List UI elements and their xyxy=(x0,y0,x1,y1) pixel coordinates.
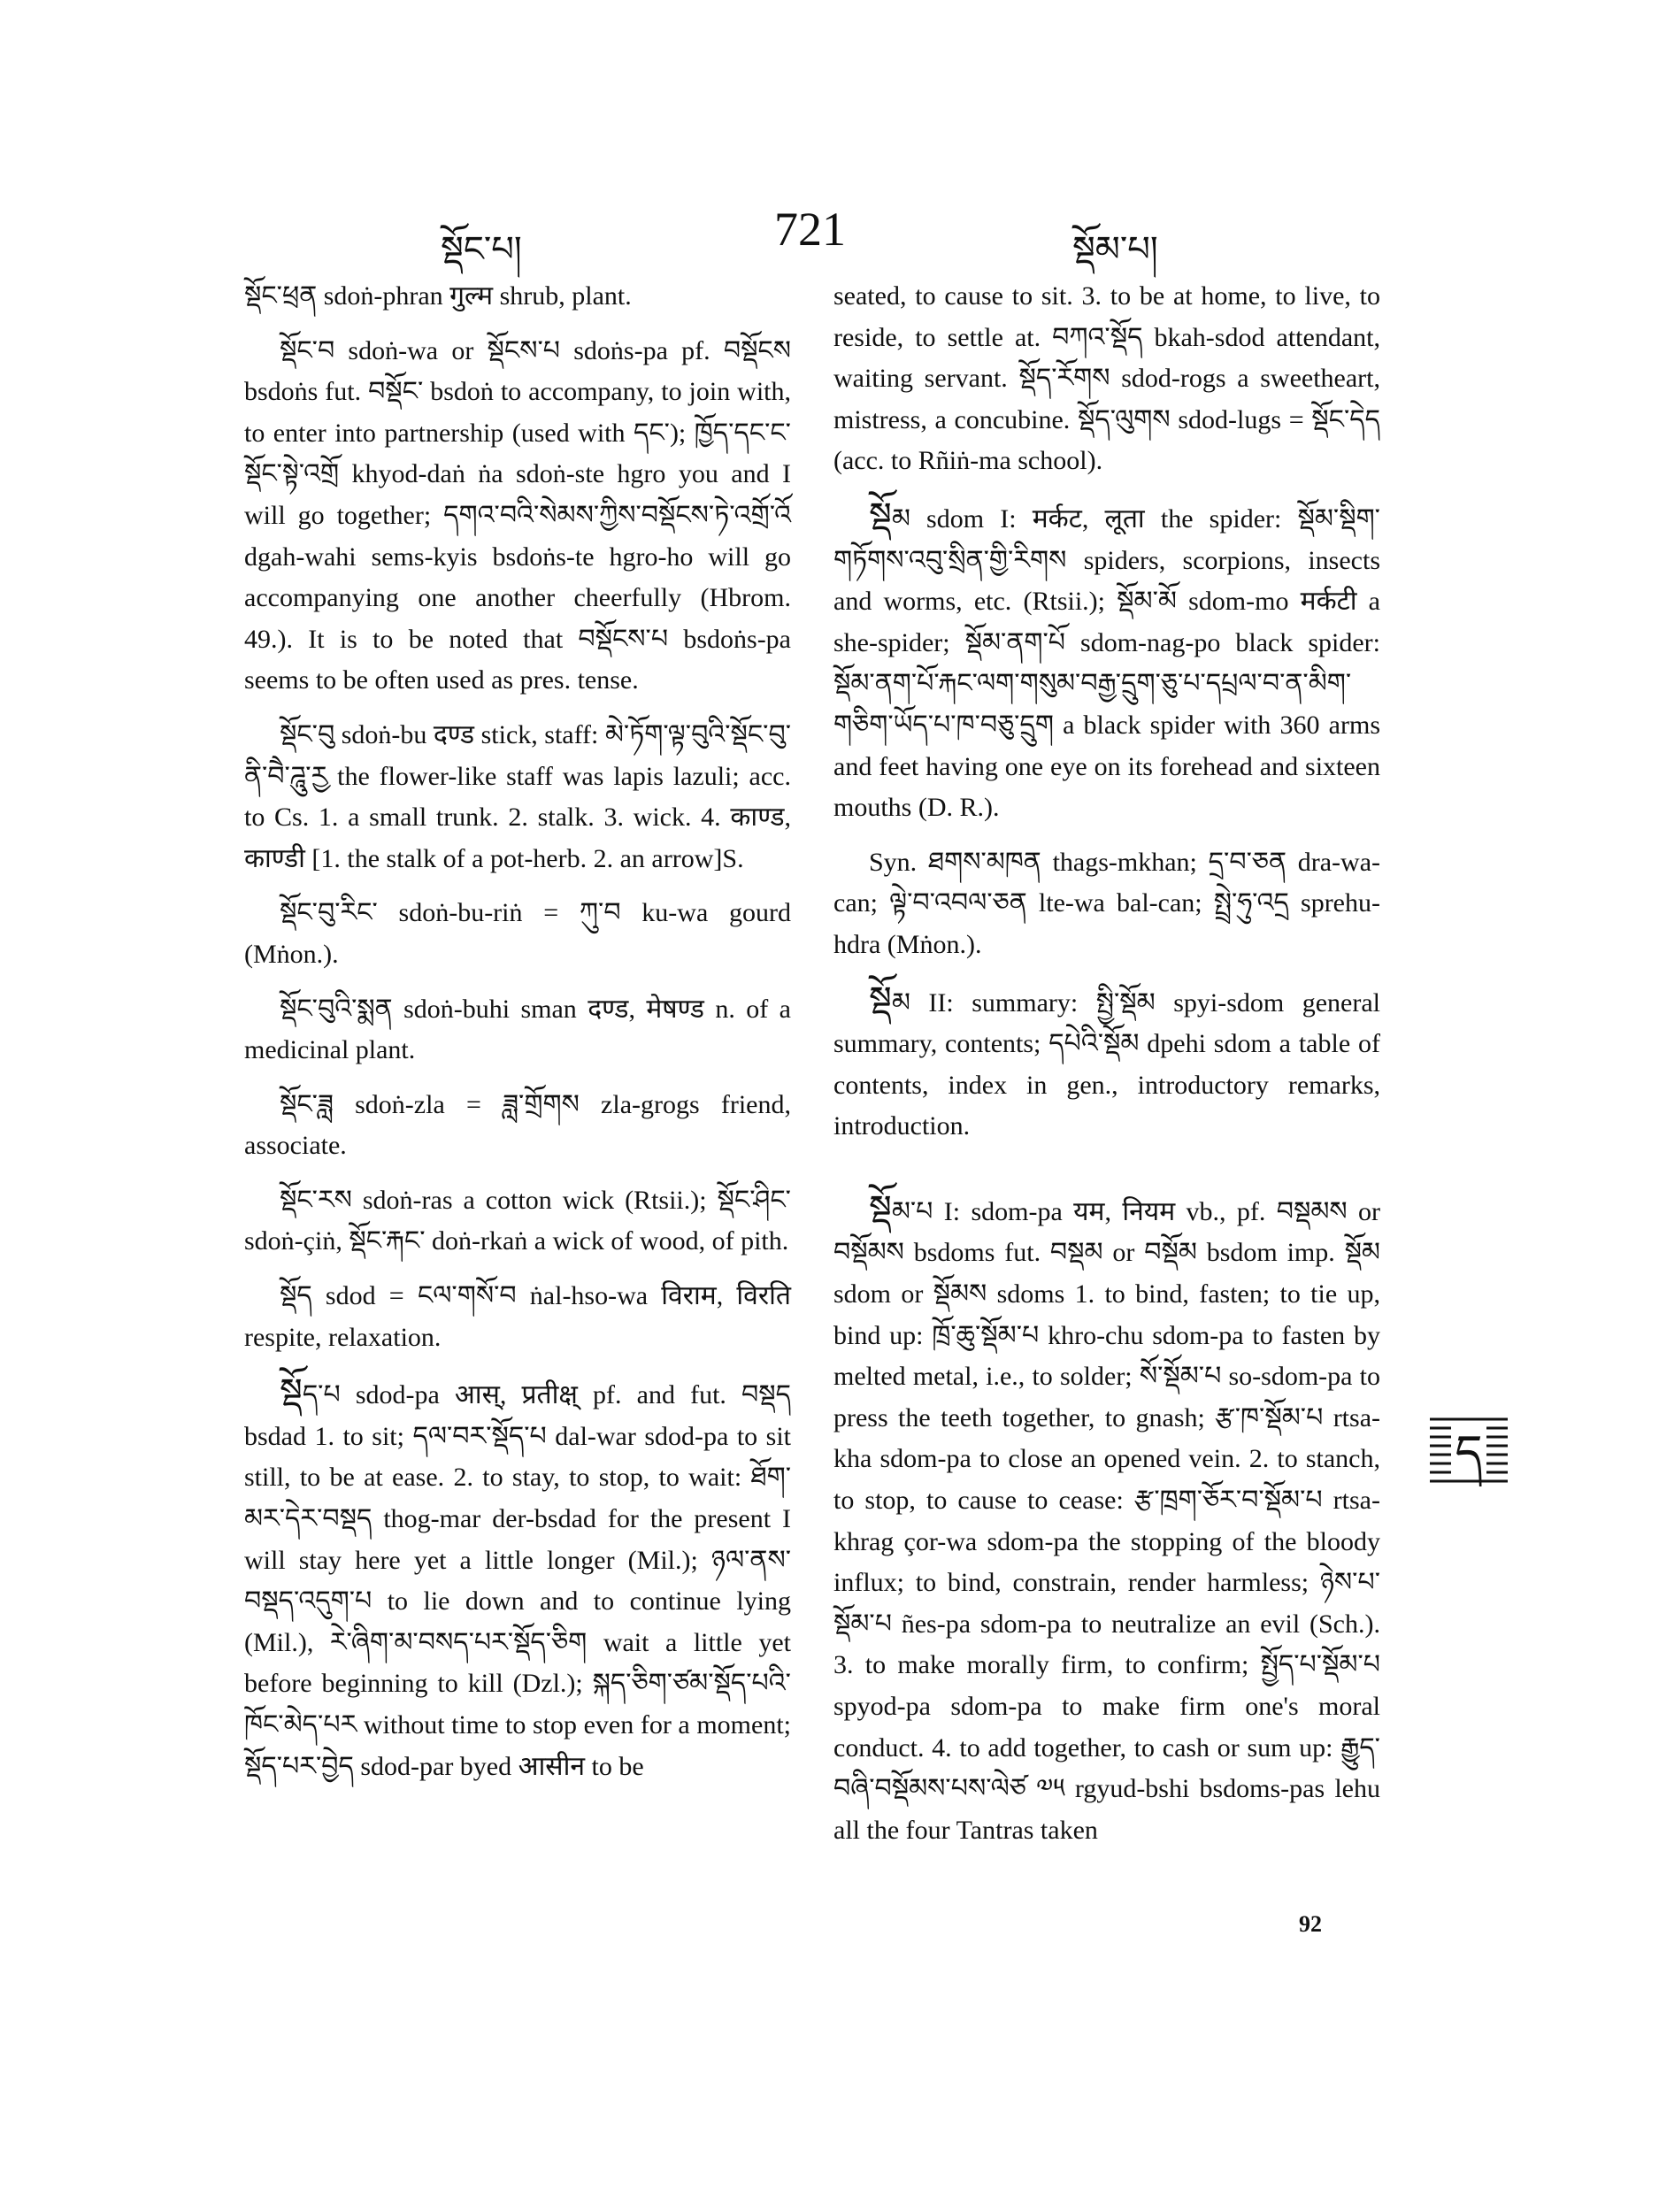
entry-sdon-wa: སྡོང་བ sdoṅ-wa or སྡོངས་པ sdoṅs-pa pf. བསྡོངས bsdoṅs fut. བསྡོང་ bsdoṅ to accompany, to join with, to enter into partnership (used with དང་); ཁྱོད་དང་ང་སྡོང་སྟེ་འགྲོ khyod-daṅ ṅa sdoṅ-ste hgro you and I will go together; དགའ་བའི་སེམས་ཀྱིས་བསྡོངས་ཏེ་འགྲོ་འོ dgah-wahi sems-kyis bsdoṅs-te hgro-ho will go accompanying one another cheerfully (Hbrom. 49.). It is to be noted that བསྡོངས་པ bsdoṅs-pa seems to be often used as pres. tense. xyxy=(244,335,791,695)
entry-sdon-zla: སྡོང་ཟླ sdoṅ-zla = ཟླ་གྲོགས zla-grogs friend, associate. xyxy=(244,1089,791,1161)
entry-sdom-ii: སྡོམ II: summary: སྤྱི་སྡོམ spyi-sdom general summary, contents; དཔེའི་སྡོམ dpehi sdom a table of contents, index in gen., introductory remarks, introduction. xyxy=(833,979,1380,1141)
entry-sdod-pa-continued: seated, to cause to sit. 3. to be at home, to live, to reside, to settle at. བཀའ་སྡོད bkah-sdod attendant, waiting servant. སྡོད་རོགས sdod-rogs a sweetheart, mistress, a concubine. སྡོད་ལུགས sdod-lugs = སྡོང་དེད (acc. to Rñiṅ-ma school). xyxy=(833,281,1380,476)
entry-sdod-pa: སྡོད་པ sdod-pa आस्, प्रतीक्ष् pf. and fut. བསྡད bsdad 1. to sit; དལ་བར་སྡོད་པ dal-war sdod-pa to sit still, to be at ease. 2. to stay, to stop, to wait: ཐོག་མར་དེར་བསྡད thog-mar der-bsdad for the present I will stay here yet a little longer (Mil.); ཉལ་ནས་བསྡད་འདུག་པ to lie down and to continue lying (Mil.), རེ་ཞིག་མ་བསད་པར་སྡོད་ཅིག wait a little yet before beginning to kill (Dzl.); སྐད་ཅིག་ཙམ་སྡོད་པའི་ཁོང་མེད་པར without time to stop even for a moment; སྡོད་པར་བྱེད sdod-par byed आसीन to be xyxy=(244,1371,791,1781)
running-header xyxy=(0,202,1659,269)
entry-sdon-ras: སྡོང་རས sdoṅ-ras a cotton wick (Rtsii.); སྡོང་ཤིང་ sdoṅ-çiṅ, སྡོང་རྐང་ doṅ-rkaṅ a wick of wood, of pith. xyxy=(244,1185,791,1256)
page-number: 721 xyxy=(774,203,846,256)
entry-sdod: སྡོད sdod = ངལ་གསོ་བ ṅal-hso-wa विराम, विरति respite, relaxation. xyxy=(244,1281,791,1352)
entry-sdon-phran: སྡོང་ཕྲན sdoṅ-phran गुल्म shrub, plant. xyxy=(244,281,632,311)
entry-sdon-buhi-sman: སྡོང་བུའི་སྨན sdoṅ-buhi sman दण्ड, मेषण्ड n. of a medicinal plant. xyxy=(244,994,791,1065)
left-column xyxy=(244,276,791,1801)
index-letter: ད xyxy=(1455,1425,1483,1480)
header-right-word: སྡོམ་པ། xyxy=(1072,229,1158,269)
entry-sdom-pa-i: སྡོམ་པ I: sdom-pa यम, नियम vb., pf. བསྡམས or བསྡོམས bsdoms fut. བསྡམ or བསྡོམ bsdom imp. སྡོམ sdom or སྡོམས sdoms 1. to bind, fasten; to tie up, bind up: ཁྲོ་ཆུ་སྡོམ་པ khro-chu sdom-pa to fasten by melted metal, i.e., to solder; སོ་སྡོམ་པ so-sdom-pa to press the teeth together, to gnash; རྩ་ཁ་སྡོམ་པ rtsa-kha sdom-pa to close an opened vein. 2. to stanch, to stop, to cause to cease: རྩ་ཁྲག་ཅོར་བ་སྡོམ་པ rtsa-khrag çor-wa sdom-pa the stopping of the bloody influx; to bind, constrain, render harmless; ཉེས་པ་སྡོམ་པ ñes-pa sdom-pa to neutralize an evil (Sch.). 3. to make morally firm, to confirm; སྤྱོད་པ་སྡོམ་པ spyod-pa sdom-pa to make firm one's moral conduct. 4. to add together, to cash or sum up: རྒྱུད་བཞི་བསྡོམས་པས་ལེཙ ༧༥ rgyud-bshi bsdoms-pas lehu all the four Tantras taken xyxy=(833,1187,1380,1845)
tibetan-letter-index-tab-icon xyxy=(1430,1414,1508,1486)
entry-sdom-i: སྡོམ sdom I: मर्कट, लूता the spider: སྡོམ་སྡིག་གཏོགས་འབུ་སྲིན་གྱི་རིགས spiders, scorpions, insects and worms, etc. (Rtsii.); སྡོམ་མོ sdom-mo मर्कटी a she-spider; སྡོམ་ནག་པོ sdom-nag-po black spider: སྡོམ་ནག་པོ་རྐང་ལག་གསུམ་བརྒྱ་དྲུག་ཅུ་པ་དཔྲལ་བ་ན་མིག་གཅིག་ཡོད་པ་ཁ་བཅུ་དྲུག a black spider with 360 arms and feet having one eye on its forehead and sixteen mouths (D. R.). xyxy=(833,495,1380,823)
signature-mark: 92 xyxy=(1299,1911,1322,1937)
entry-sdom-synonyms: Syn. ཐགས་མཁན thags-mkhan; དྲ་བ་ཅན dra-wa-can; ལྟེ་བ་འབལ་ཅན lte-wa bal-can; སྤྲེ་ཧུ་འདྲ sprehu-hdra (Mṅon.). xyxy=(833,847,1380,959)
entry-sdon-bu: སྡོང་བུ sdoṅ-bu दण्ड stick, staff: མེ་ཏོག་ལྟ་བུའི་སྡོང་བུ་ནི་བཻ་ཌཱུ་རྱ the flower-like staff was lapis lazuli; acc. to Cs. 1. a small trunk. 2. stalk. 3. wick. 4. काण्ड, काण्डी [1. the stalk of a pot-herb. 2. an arrow]S. xyxy=(244,719,791,873)
entry-sdon-bu-rin: སྡོང་བུ་རིང་ sdoṅ-bu-riṅ = ཀུ་བ ku-wa gourd (Mṅon.). xyxy=(244,898,791,969)
header-left-word: སྡོང་པ། xyxy=(441,229,522,269)
right-column xyxy=(833,276,1380,1864)
